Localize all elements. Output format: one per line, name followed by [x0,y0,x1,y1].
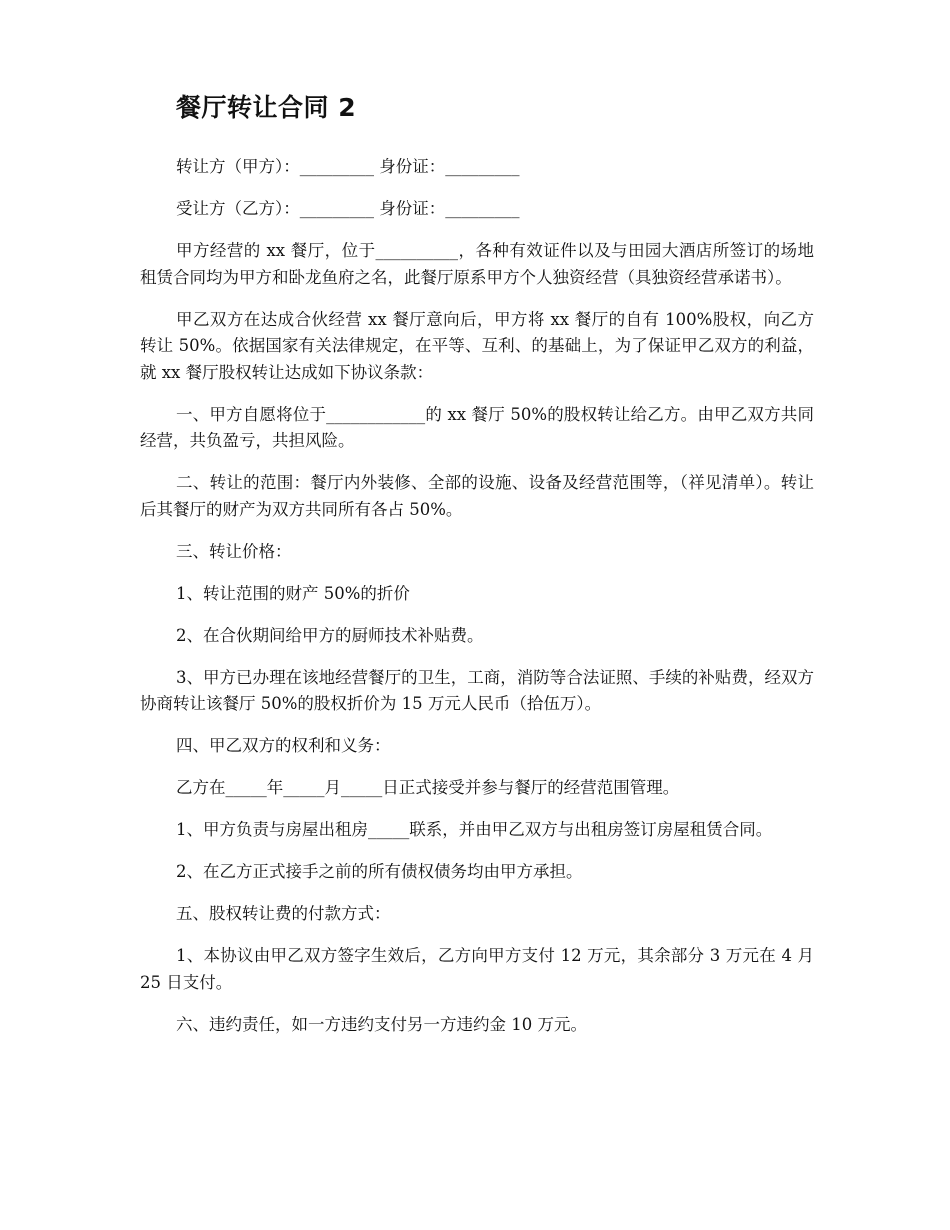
clause-5-heading: 五、股权转让费的付款方式： [176,904,391,923]
clause-4-date-line: 乙方在_____年_____月_____日正式接受并参与餐厅的经营范围管理。 [176,778,680,797]
clause-4-item-1: 1、甲方负责与房屋出租房_____联系，并由甲乙双方与出租房签订房屋租赁合同。 [176,820,773,839]
clause-4-heading: 四、甲乙双方的权利和义务： [176,736,391,755]
clause-2: 二、转让的范围：餐厅内外装修、全部的设施、设备及经营范围等，（祥见清单）。转让后其餐厅的财产为双方共同所有各占 50%。 [140,473,814,519]
clause-4-item-2: 2、在乙方正式接手之前的所有债权债务均由甲方承担。 [176,862,583,881]
clause-3-item-2: 2、在合伙期间给甲方的厨师技术补贴费。 [176,625,484,645]
clause-1: 一、甲方自愿将位于____________的 xx 餐厅 50%的股权转让给乙方。由甲乙双方共同经营，共负盈亏，共担风险。 [140,404,814,450]
transferee-line: 受让方（乙方）：_________ 身份证：_________ [176,199,520,218]
clause-6: 六、违约责任，如一方违约支付另一方违约金 10 万元。 [176,1014,587,1034]
paragraph-background: 甲方经营的 xx 餐厅，位于__________，各种有效证件以及与田园大酒店所签订的场地租赁合同均为甲方和卧龙鱼府之名，此餐厅原系甲方个人独资经营（具独资经营承诺书）。 [140,241,814,287]
paragraph-intent: 甲乙双方在达成合伙经营 xx 餐厅意向后，甲方将 xx 餐厅的自有 100%股权，向乙方转让 50%。依据国家有关法律规定，在平等、互利、的基础上，为了保证甲乙双方的利益，就 xx 餐厅股权转让达成如下协议条款： [140,309,814,382]
clause-3-heading: 三、转让价格： [176,541,292,561]
clause-3-item-3: 3、甲方已办理在该地经营餐厅的卫生，工商，消防等合法证照、手续的补贴费，经双方协商转让该餐厅 50%的股权折价为 15 万元人民币（拾伍万）。 [140,667,814,713]
document-title: 餐厅转让合同 2 [176,93,357,122]
clause-3-item-1: 1、转让范围的财产 50%的折价 [176,583,410,603]
document-body [140,154,820,1054]
clause-5-item-1: 1、本协议由甲乙双方签字生效后，乙方向甲方支付 12 万元，其余部分 3 万元在 4 月 25 日支付。 [140,946,820,992]
transferor-line: 转让方（甲方）：_________ 身份证：_________ [176,157,520,176]
